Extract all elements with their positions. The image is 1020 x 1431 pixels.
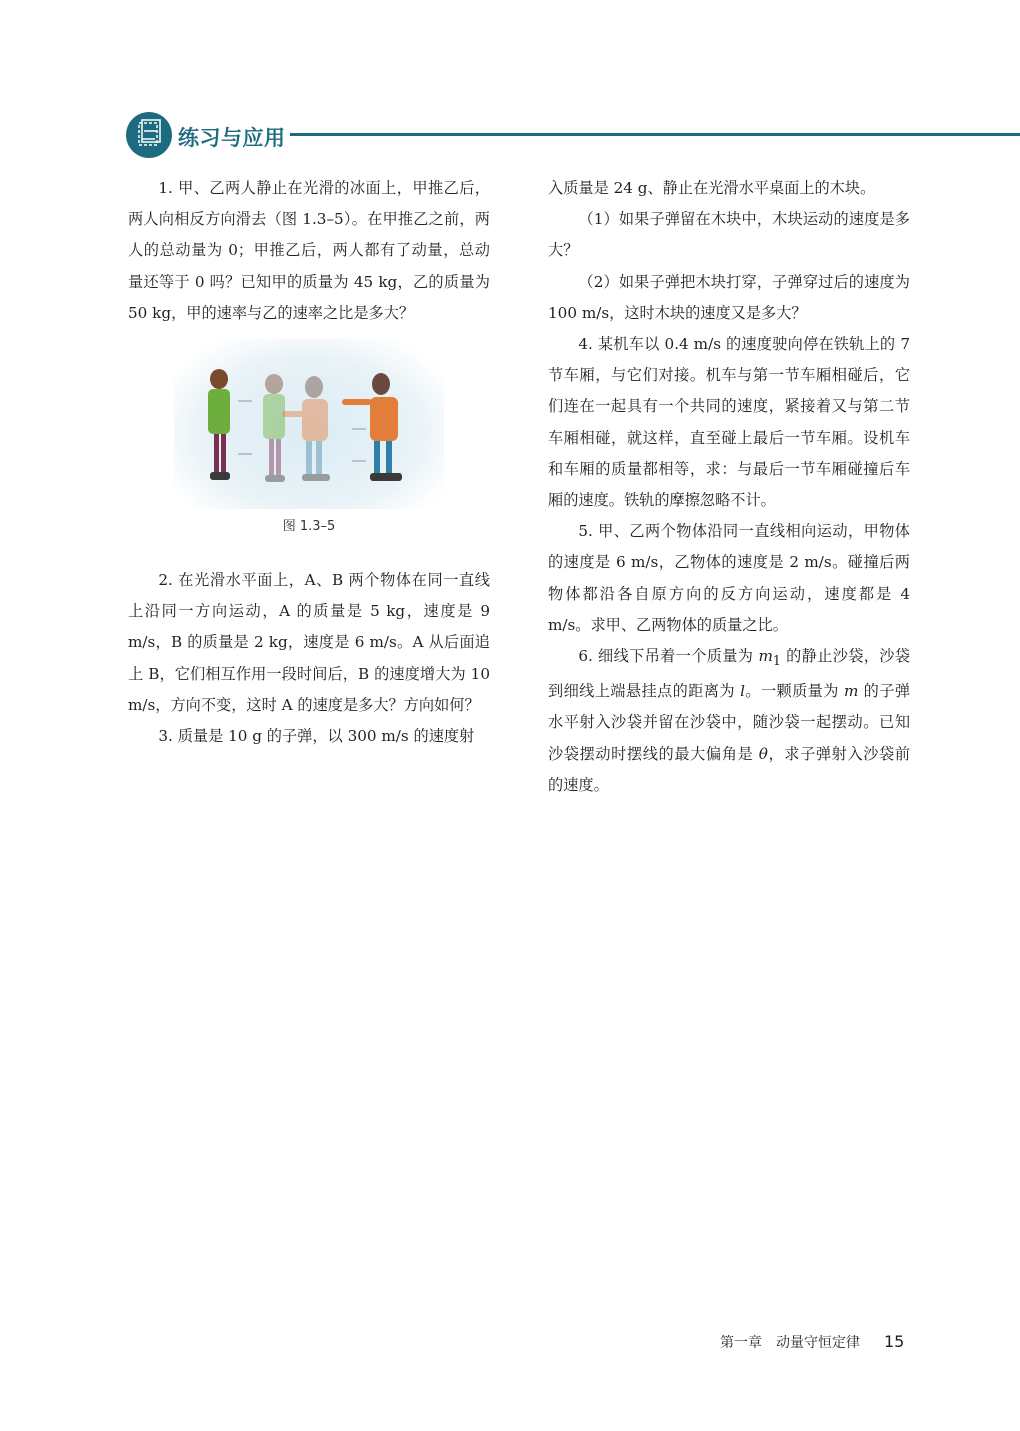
problem-2: 2. 在光滑水平面上，A、B 两个物体在同一直线上沿同一方向运动，A 的质量是 5 kg，速度是 9 m/s，B 的质量是 2 kg，速度是 6 m/s。A 从后面追上 B，它们相互作用一段时间后，B 的速度增大为 10 m/s，方向不变，这时 A 的速度是多大？方向如何？ <box>128 571 490 714</box>
skater-green-solid <box>208 369 230 480</box>
variable-l: l <box>740 682 745 701</box>
problem-1: 1. 甲、乙两人静止在光滑的冰面上，甲推乙后，两人向相反方向滑去（图 1.3–5）。在甲推乙之前，两人的总动量为 0；甲推乙后，两人都有了动量，总动量还等于 0 吗？已知甲的质量为 45 kg，乙的质量为 50 kg，甲的速率与乙的速率之比是多大？ <box>128 179 490 322</box>
chapter-name: 动量守恒定律 <box>776 1335 860 1351</box>
problem-3-question-1: （1）如果子弹留在木块中，木块运动的速度是多大？ <box>548 210 910 260</box>
skaters-illustration <box>174 339 444 509</box>
variable-m: m <box>844 682 859 701</box>
problem-3-start: 3. 质量是 10 g 的子弹，以 300 m/s 的速度射 <box>158 727 475 746</box>
right-column <box>548 173 910 801</box>
problem-6 <box>548 641 910 801</box>
problem-4: 4. 某机车以 0.4 m/s 的速度驶向停在铁轨上的 7 节车厢，与它们对接。机车与第一节车厢相碰后，它们连在一起具有一个共同的速度，紧接着又与第二节车厢相碰，就这样，直至碰上最后一节车厢。设机车和车厢的质量都相等，求：与最后一节车厢碰撞后车厢的速度。铁轨的摩擦忽略不计。 <box>548 335 910 510</box>
exercise-notebook-icon <box>126 112 172 158</box>
page-footer <box>720 1332 904 1352</box>
page-number: 15 <box>884 1332 905 1351</box>
section-title: 练习与应用 <box>178 126 286 150</box>
variable-theta: θ <box>758 744 768 763</box>
chapter-label: 第一章 <box>720 1335 762 1351</box>
section-header <box>126 112 1020 158</box>
problem-6-text: 。一颗质量为 <box>744 682 845 701</box>
problem-3-question-2: （2）如果子弹把木块打穿，子弹穿过后的速度为 100 m/s，这时木块的速度又是多大？ <box>548 272 910 322</box>
problem-6-text: 的子弹水平射入沙袋并留在沙袋中，随沙袋一起摆动。已知沙袋摆动时摆线的最大偏角是 <box>548 682 911 763</box>
figure-1-3-5 <box>128 339 490 537</box>
variable-m1: m <box>758 647 773 666</box>
header-divider <box>290 133 1020 136</box>
problem-3-continued: 入质量是 24 g、静止在光滑水平桌面上的木块。 <box>548 179 876 197</box>
subscript-1: 1 <box>772 653 781 669</box>
problem-6-text: ，求子弹射入沙袋前的速度。 <box>548 744 911 794</box>
left-column <box>128 173 490 752</box>
problem-5: 5. 甲、乙两个物体沿同一直线相向运动，甲物体的速度是 6 m/s，乙物体的速度是 2 m/s。碰撞后两物体都沿各自原方向的反方向运动，速度都是 4 m/s。求甲、乙两物体的质量之比。 <box>548 522 910 634</box>
problem-6-text: 6. 细线下吊着一个质量为 <box>578 647 759 666</box>
problem-6-text: 的静止沙袋，沙袋到细线上端悬挂点的距离为 <box>548 647 910 701</box>
figure-caption: 图 1.3–5 <box>282 519 336 535</box>
